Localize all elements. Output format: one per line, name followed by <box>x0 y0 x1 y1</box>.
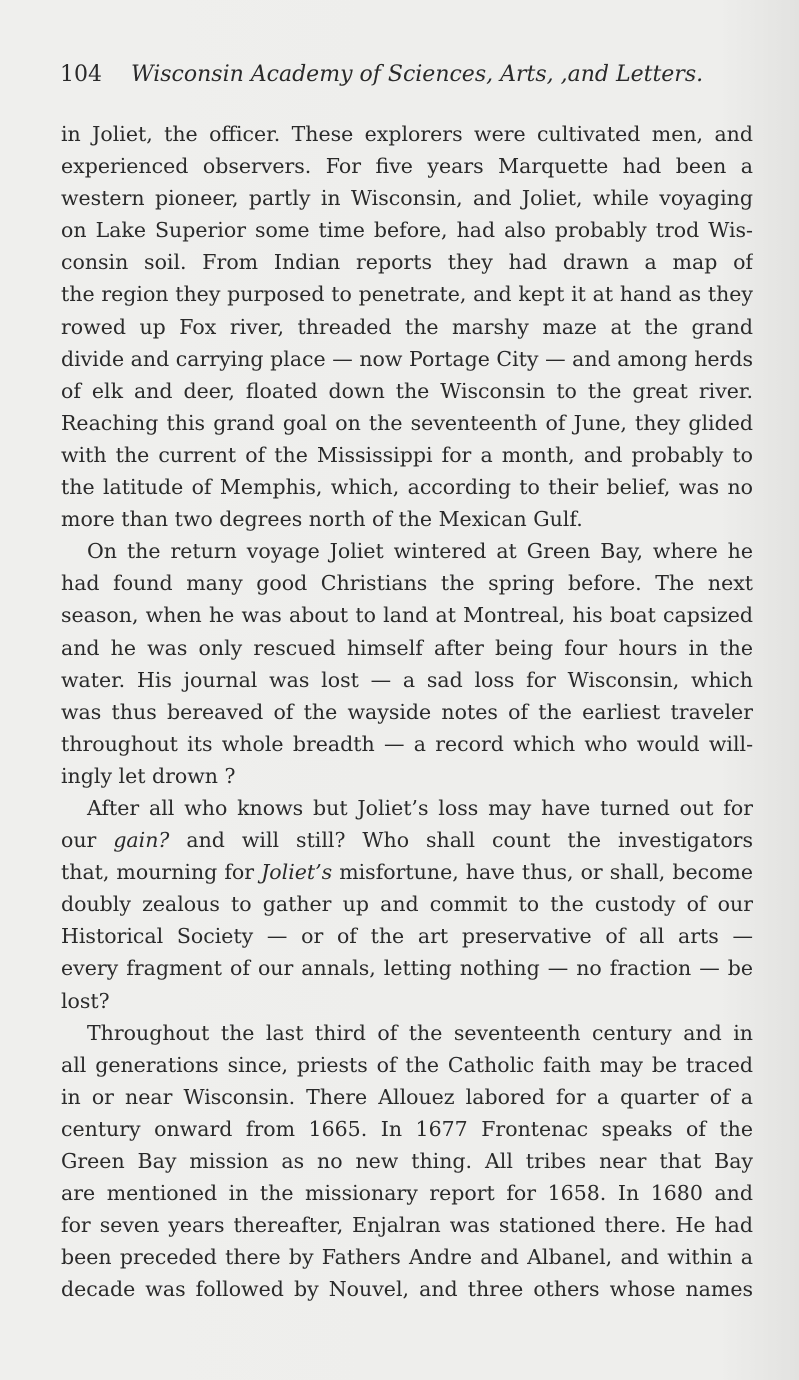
paragraph <box>61 1017 753 1306</box>
text-line: doubly zealous to gather up and commit to the custody of our <box>61 892 753 917</box>
text-line: every fragment of our annals, letting nothing — no fraction — be <box>61 956 753 981</box>
text-line: was thus bereaved of the wayside notes of the earliest traveler <box>61 699 753 724</box>
text-line: western pioneer, partly in Wisconsin, and Joliet, while voyaging <box>61 186 753 211</box>
italic-text: Joliet’s <box>261 860 333 885</box>
running-title: Wisconsin Academy of Sciences, Arts, ,and Letters. <box>131 62 704 87</box>
text-line: century onward from 1665. In 1677 Frontenac speaks of the <box>61 1116 753 1141</box>
text-line: more than two degrees north of the Mexican Gulf. <box>61 507 583 532</box>
text-line: and he was only rescued himself after being four hours in the <box>61 635 753 660</box>
paragraph <box>61 535 753 792</box>
text-line: lost? <box>61 988 110 1013</box>
text-line: rowed up Fox river, threaded the marshy maze at the grand <box>61 314 753 339</box>
text-line: in or near Wisconsin. There Allouez labored for a quarter of a <box>61 1084 753 1109</box>
text-line: water. His journal was lost — a sad loss for Wisconsin, which <box>61 667 753 692</box>
paragraph <box>61 118 753 535</box>
paragraph <box>61 792 753 1017</box>
text-line: experienced observers. For five years Marquette had been a <box>61 154 753 179</box>
text-line: divide and carrying place — now Portage City — and among herds <box>61 346 753 371</box>
text-line: Reaching this grand goal on the seventeenth of June, they glided <box>61 410 753 435</box>
text-line: been preceded there by Fathers Andre and Albanel, and within a <box>61 1245 753 1270</box>
text-line: of elk and deer, floated down the Wisconsin to the great river. <box>61 378 753 403</box>
text-line: in Joliet, the officer. These explorers were cultivated men, and <box>61 122 753 146</box>
text-line: are mentioned in the missionary report for 1658. In 1680 and <box>61 1181 753 1206</box>
text-line: the latitude of Memphis, which, according to their belief, was no <box>61 475 753 500</box>
text-line: decade was followed by Nouvel, and three others whose names <box>61 1277 753 1302</box>
text-line: Green Bay mission as no new thing. All tribes near that Bay <box>61 1149 753 1173</box>
text-line: had found many good Christians the spring before. The next <box>61 571 753 596</box>
body-text <box>61 118 753 1305</box>
text-line: on Lake Superior some time before, had also probably trod Wis- <box>61 218 753 243</box>
text-line: On the return voyage Joliet wintered at Green Bay, where he <box>87 539 753 564</box>
text-line: After all who knows but Joliet’s loss may have turned out for <box>87 795 753 820</box>
text-line: Historical Society — or of the art preservative of all arts — <box>61 924 753 949</box>
text-line: all generations since, priests of the Catholic faith may be traced <box>61 1052 753 1077</box>
text-line: that, mourning for Joliet’s misfortune, have thus, or shall, become <box>61 860 753 885</box>
italic-text: gain? <box>113 828 170 853</box>
text-line: the region they purposed to penetrate, and kept it at hand as they <box>61 282 753 307</box>
text-line: our gain? and will still? Who shall count the investigators <box>61 828 753 853</box>
text-line: season, when he was about to land at Montreal, his boat capsized <box>61 603 753 628</box>
page-number: 104 <box>60 62 102 87</box>
text-line: with the current of the Mississippi for a month, and probably to <box>61 442 753 467</box>
text-line: Throughout the last third of the seventeenth century and in <box>87 1020 753 1045</box>
text-line: consin soil. From Indian reports they had drawn a map of <box>61 250 753 275</box>
text-line: for seven years thereafter, Enjalran was stationed there. He had <box>61 1213 753 1238</box>
text-line: ingly let drown ? <box>61 763 236 788</box>
running-header <box>60 60 760 90</box>
text-line: throughout its whole breadth — a record which who would will- <box>61 731 753 756</box>
